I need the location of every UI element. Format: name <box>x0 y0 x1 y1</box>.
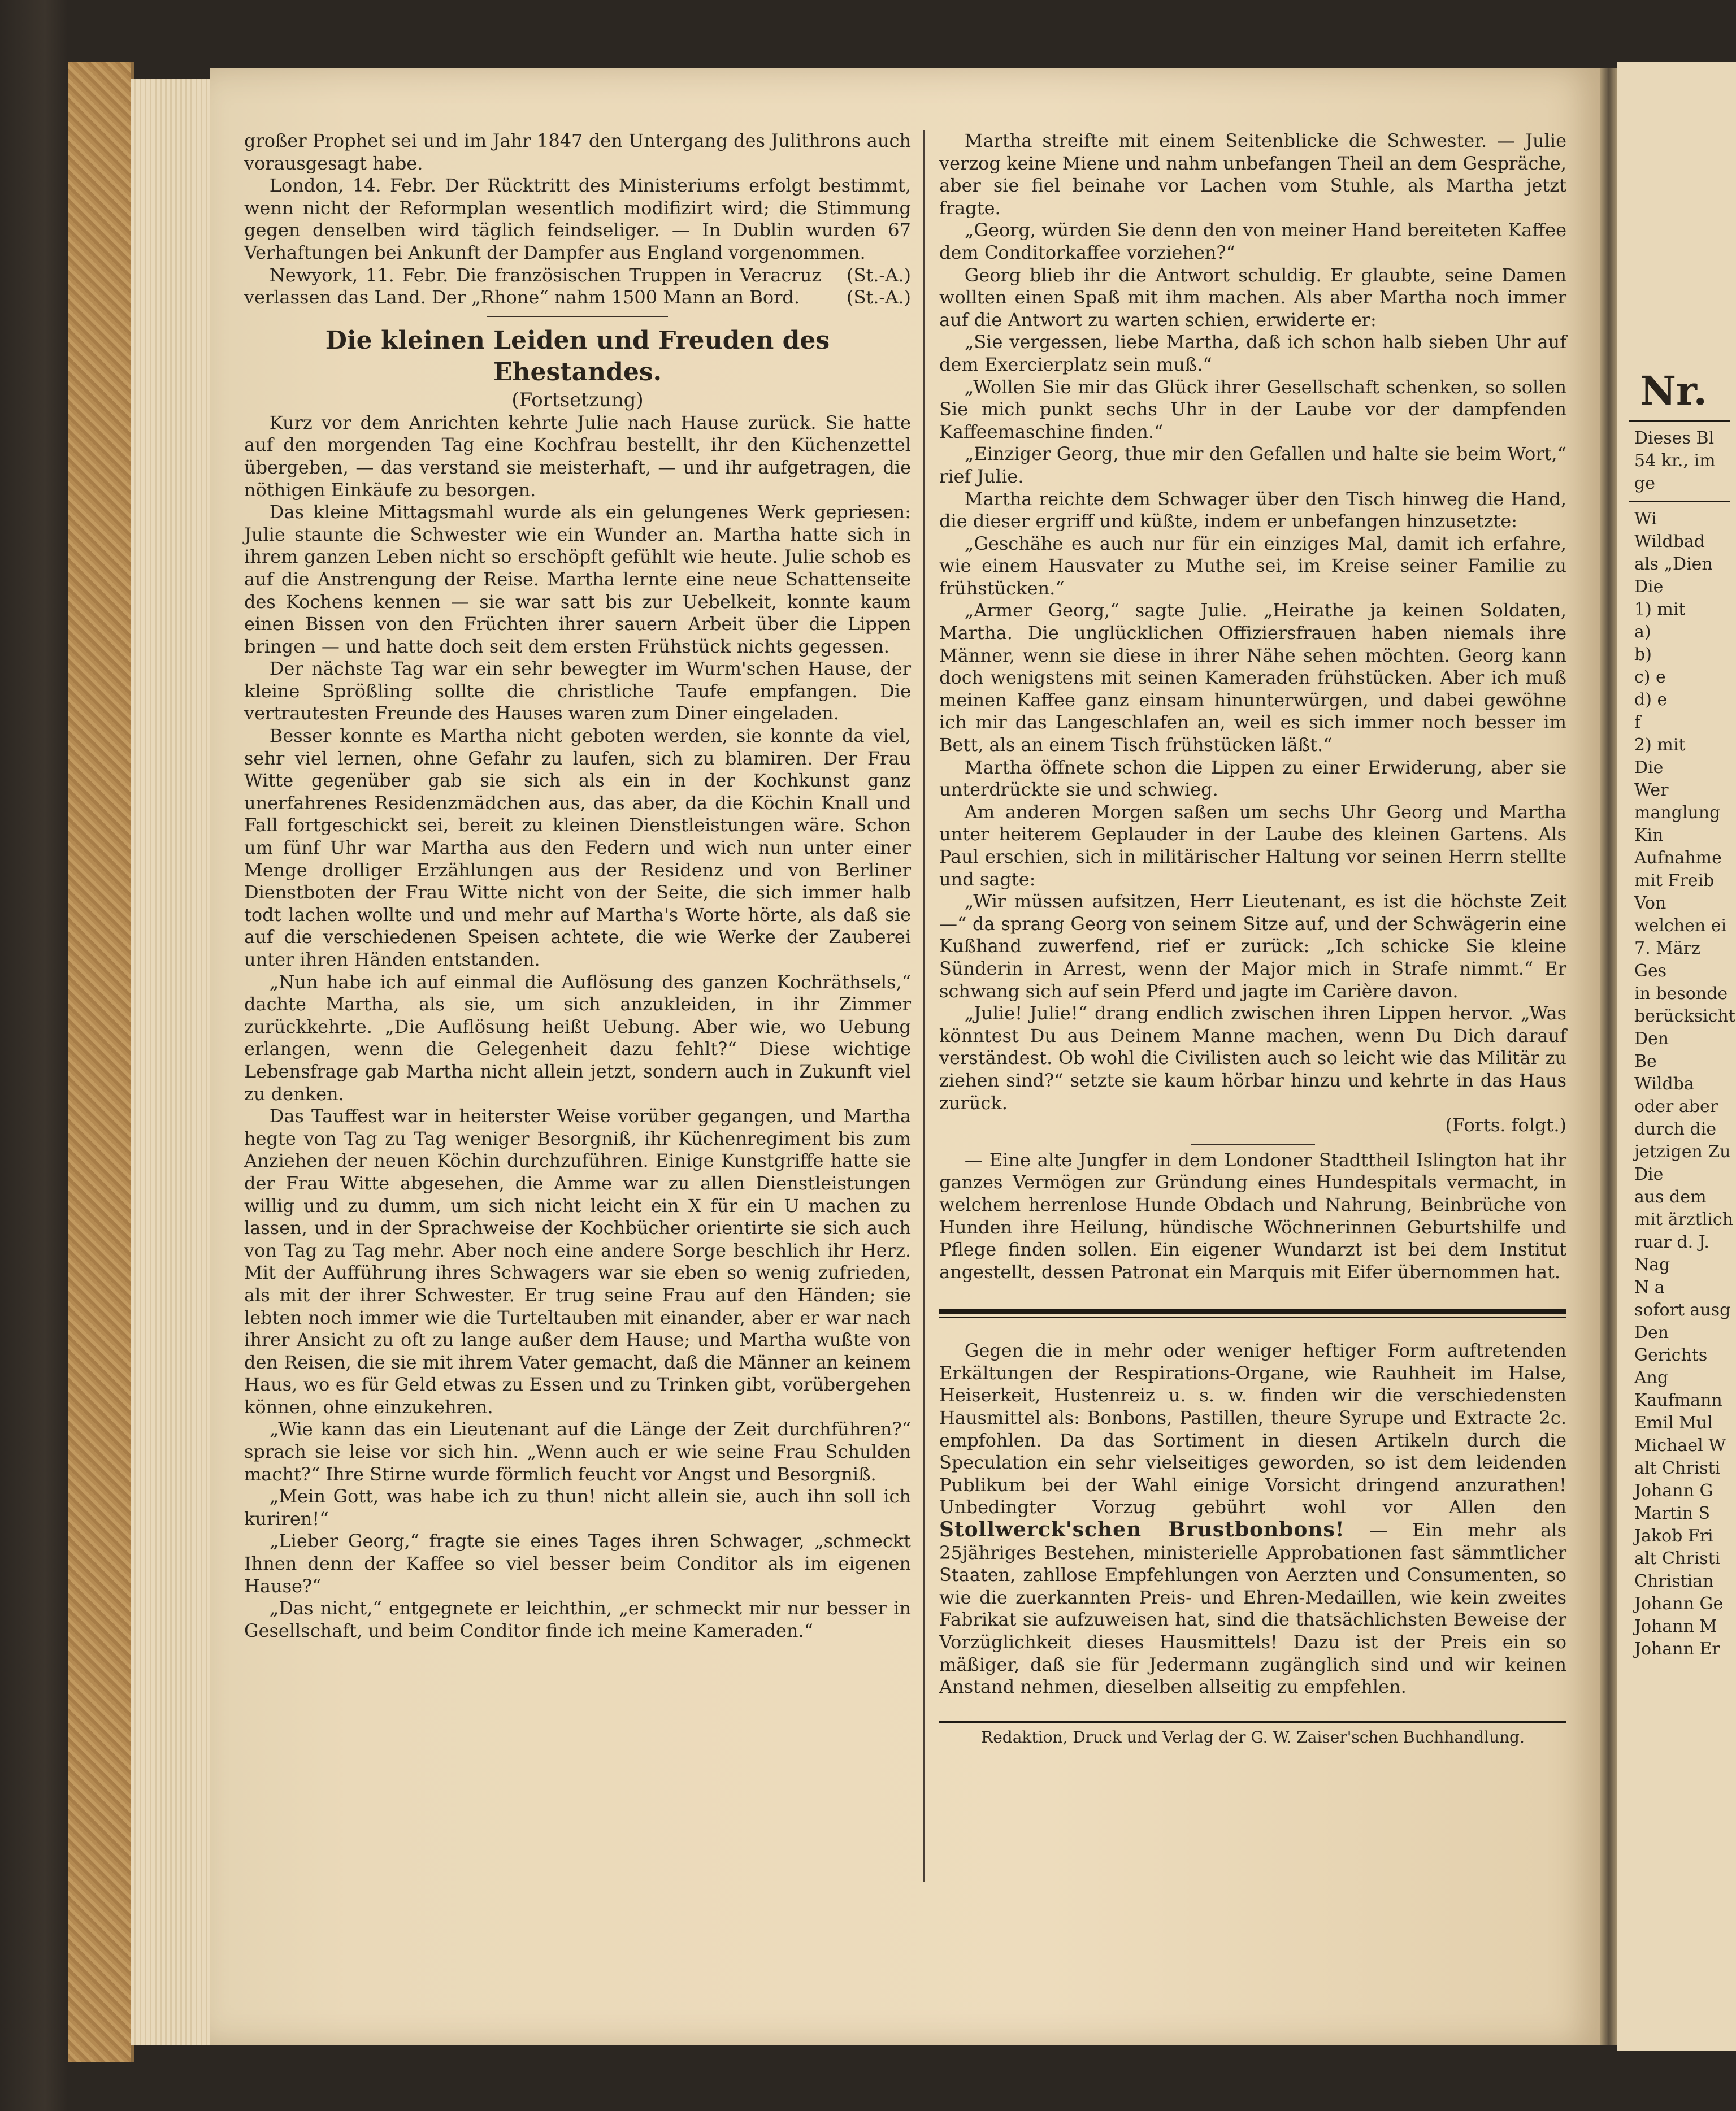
paragraph: Am anderen Morgen saßen um sechs Uhr Georg und Martha unter heiterem Geplauder in der Laube des kleinen Gartens. Als Paul erschien, sich in militärischer Haltung vor seinen Herrn stellte und sagte: <box>939 801 1566 890</box>
paragraph: Besser konnte es Martha nicht geboten werden, sie konnte da viel, sehr viel lernen, ohne Gefahr zu laufen, sich zu blamiren. Der Frau Witte gegenüber gab sie sich als ein in der Kochkunst ganz unerfahrenes Residenzmädchen aus, das aber, da die Köchin Knall und Fall fortgeschickt sei, bereit zu kleinen Dienstleistungen wäre. Schon um fünf Uhr war Martha aus den Federn und wich nun unter einer Menge drolliger Erzählungen aus der Residenz und von Berliner Dienstboten der Frau Witte nicht von der Seite, die sich immer halb todt lachen wollte und und mehr auf Martha's Worte hörte, als daß sie auf die verschiedenen Speisen achtete, die wie Werke der Zauberei unter ihren Händen entstanden. <box>244 725 911 970</box>
next-page-line: berücksicht <box>1634 1006 1735 1026</box>
next-page-line: aus dem <box>1634 1187 1707 1207</box>
next-page-line: Johann Er <box>1634 1639 1720 1659</box>
paragraph: „Armer Georg,“ sagte Julie. „Heirathe ja keinen Soldaten, Martha. Die unglücklichen Offiziersfrauen haben niemals ihre Männer, wenn sie diese in ihrer Nähe sehen möchten. Georg kann doch wenigstens mit seinen Kameraden frühstücken. Aber ich muß meinen Kaffee ganz einsam hinunterwürgen, und dabei gewöhne ich mir das Langeschlafen an, weil es sich immer noch besser im Bett, als an einem Tisch frühstücken läßt.“ <box>939 600 1566 756</box>
book-gutter <box>1600 68 1617 2045</box>
next-page-header-lines <box>1617 427 1736 495</box>
column-rule <box>923 130 925 1882</box>
next-page-line: Gerichts <box>1634 1345 1708 1365</box>
next-page-line: Aufnahme <box>1634 848 1722 868</box>
next-page-line: 1) mit <box>1634 600 1686 619</box>
paragraph: „Mein Gott, was habe ich zu thun! nicht allein sie, auch ihn soll ich kuriren!“ <box>244 1485 911 1530</box>
paragraph: „Geschähe es auch nur für ein einziges Mal, damit ich erfahre, wie einem Hausvater zu Muthe sei, im Kreise seiner Familie zu frühstücken.“ <box>939 532 1566 599</box>
paragraph: „Sie vergessen, liebe Martha, daß ich schon halb sieben Uhr auf dem Exercierplatz sein muß.“ <box>939 331 1566 375</box>
page-edges <box>131 79 210 2045</box>
next-page-line: f <box>1634 713 1641 732</box>
next-page-fragment <box>1617 62 1736 2051</box>
notice-paragraph: — Eine alte Jungfer in dem Londoner Stadttheil Islington hat ihr ganzes Vermögen zur Gründung eines Hundespitals vermacht, in welchem herrenlose Hunde Obdach und Nahrung, Beinbrüche von Hunden ihre Heilung, hündische Wöchnerinnen Geburtshilfe und Pflege finden sollen. Ein eigener Wundarzt ist bei dem Institut angestellt, dessen Patronat ein Marquis mit Eifer übernommen hat. <box>939 1149 1566 1283</box>
paragraph: „Das nicht,“ entgegnete er leichthin, „er schmeckt mir nur besser in Gesellschaft, und beim Conditor finde ich meine Kameraden.“ <box>244 1597 911 1641</box>
imprint-rule <box>939 1721 1566 1723</box>
next-page-rule-2 <box>1629 501 1730 502</box>
next-page-line: Die <box>1634 577 1664 597</box>
next-page-line: Ang <box>1634 1368 1669 1388</box>
advertisement-thin-rule <box>939 1317 1566 1318</box>
next-page-line: Michael W <box>1634 1436 1726 1456</box>
paragraph: Martha streifte mit einem Seitenblicke die Schwester. — Julie verzog keine Miene und nahm unbefangen Theil an dem Gespräche, aber sie fiel beinahe vor Lachen vom Stuhle, als Martha jetzt fragte. <box>939 130 1566 219</box>
next-page-line: als „Dien <box>1634 554 1713 574</box>
next-page-line: Wer <box>1634 780 1669 800</box>
paragraph: Kurz vor dem Anrichten kehrte Julie nach Hause zurück. Sie hatte auf den morgenden Tag eine Kochfrau bestellt, ihr den Küchenzettel übergeben, — das verstand sie meisterhaft, — und ihr aufgetragen, die nöthigen Einkäufe zu besorgen. <box>244 411 911 501</box>
story-continuation <box>939 130 1566 1114</box>
next-page-line: Den <box>1634 1323 1669 1343</box>
next-page-line: N a <box>1634 1278 1665 1297</box>
next-page-line: d) e <box>1634 690 1668 710</box>
paragraph: Der nächste Tag war ein sehr bewegter im Wurm'schen Hause, der kleine Sprößling sollte die christliche Taufe empfangen. Die vertrautesten Freunde des Hauses waren zum Diner eingeladen. <box>244 658 911 724</box>
paragraph: „Wollen Sie mir das Glück ihrer Gesellschaft schenken, so sollen Sie mich punkt sechs Uhr in der Laube vor der dampfenden Kaffeemaschine finden.“ <box>939 376 1566 442</box>
next-page-line: Von <box>1634 893 1666 913</box>
news-item <box>244 264 911 309</box>
next-page-rule <box>1629 420 1730 422</box>
next-page-line: 7. März <box>1634 939 1700 958</box>
next-page-line: Die <box>1634 1165 1664 1184</box>
next-page-line: Be <box>1634 1052 1657 1071</box>
next-page-line: Martin S <box>1634 1504 1711 1523</box>
next-page-line: a) <box>1634 622 1651 642</box>
next-page-line: Wildba <box>1634 1074 1694 1094</box>
next-page-line: Dieses Bl <box>1634 428 1715 448</box>
next-page-line: Johann M <box>1634 1617 1717 1636</box>
next-page-line: Johann G <box>1634 1481 1713 1501</box>
paragraph: Martha öffnete schon die Lippen zu einer Erwiderung, aber sie unterdrückte sie und schwieg. <box>939 756 1566 801</box>
next-page-line: alt Christi <box>1634 1458 1721 1478</box>
next-page-line: Den <box>1634 1029 1669 1049</box>
next-page-line: mit ärztlich <box>1634 1210 1734 1230</box>
next-page-line: ge <box>1634 474 1655 493</box>
next-page-line: 54 kr., im <box>1634 451 1716 471</box>
next-page-line: Ges <box>1634 961 1667 981</box>
paragraph: „Lieber Georg,“ fragte sie eines Tages ihren Schwager, „schmeckt Ihnen denn der Kaffee so viel besser beim Conditor als im eigenen Hause?“ <box>244 1530 911 1597</box>
next-page-line: Christian <box>1634 1571 1714 1591</box>
story-body <box>244 412 911 1643</box>
left-column <box>244 130 911 1642</box>
next-page-line: manglung <box>1634 803 1721 823</box>
paragraph: „Wir müssen aufsitzen, Herr Lieutenant, es ist die höchste Zeit —“ da sprang Georg von seinem Sitze auf, und der Schwägerin eine Kußhand zuwerfend, rief er zurück: „Ich schicke Sie kleine Sünderin in Arrest, wenn der Major mich in Strafe nimmt.“ Er schwang sich auf sein Pferd und jagte im Carière davon. <box>939 891 1566 1002</box>
story-title: Die kleinen Leiden und Freuden des Ehestandes. <box>325 325 830 386</box>
next-page-line: Kin <box>1634 826 1664 845</box>
next-page-masthead: Nr. <box>1640 367 1707 414</box>
next-page-line: Jakob Fri <box>1634 1526 1713 1546</box>
next-page-line: in besonde <box>1634 984 1728 1004</box>
section-divider <box>487 316 668 317</box>
advertisement <box>939 1340 1566 1699</box>
imprint: Redaktion, Druck und Verlag der G. W. Zaiser'schen Buchhandlung. <box>981 1727 1525 1747</box>
advertisement-text-2: — Ein mehr als 25jähriges Bestehen, ministerielle Approbationen fast sämmtlicher Staaten, zahllose Empfehlungen von Aerzten und Consumenten, so wie die zuerkannten Preis- und Ehren-Medaillen, wie kein zweites Fabrikat sie aufzuweisen hat, sind die thatsächlichsten Beweise der Vorzüglichkeit dieses Hausmittels! Dazu ist der Preis ein so mäßiger, daß sie für Jedermann zugänglich sind und wir keinen Anstand nehmen, dieselben allseitig zu empfehlen. <box>939 1519 1567 1698</box>
news-item <box>244 130 911 175</box>
next-page-line: oder aber <box>1634 1097 1718 1117</box>
next-page-line: b) <box>1634 645 1652 664</box>
next-page-line: welchen ei <box>1634 916 1727 936</box>
right-column <box>939 130 1566 1748</box>
paragraph: „Wie kann das ein Lieutenant auf die Länge der Zeit durchführen?“ sprach sie leise vor sich hin. „Wenn auch er wie seine Frau Schulden macht?“ Ihre Stirne wurde förmlich feucht vor Angst und Besorgniß. <box>244 1418 911 1485</box>
paragraph: „Georg, würden Sie denn den von meiner Hand bereiteten Kaffee dem Conditorkaffee vorziehen?“ <box>939 219 1566 263</box>
next-page-line: Emil Mul <box>1634 1413 1713 1433</box>
next-page-line: Wildbad <box>1634 532 1705 551</box>
continued-note: (Forts. folgt.) <box>1445 1114 1566 1136</box>
paragraph: „Julie! Julie!“ drang endlich zwischen ihren Lippen hervor. „Was könntest Du aus Deinem Manne machen, wenn Du Dich darauf verständest. Ob wohl die Civilisten auch so leicht wie das Militär zu ziehen sind?“ setzte sie kaum hörbar hinzu und kehrte in das Haus zurück. <box>939 1002 1566 1114</box>
advertisement-brand: Stollwerck'schen Brustbonbons! <box>939 1518 1345 1542</box>
next-page-body-lines <box>1617 508 1736 1661</box>
notice-divider <box>1191 1144 1315 1145</box>
next-page-line: Johann Ge <box>1634 1594 1724 1614</box>
paragraph: Martha reichte dem Schwager über den Tisch hinweg die Hand, die dieser ergriff und küßte, indem er unbefangen hinzusetzte: <box>939 488 1566 532</box>
next-page-line: ruar d. J. <box>1634 1232 1709 1252</box>
advertisement-text-1: Gegen die in mehr oder weniger heftiger Form auftretenden Erkältungen der Respirations-Organe, wie Rauhheit im Halse, Heiserkeit, Hustenreiz u. s. w. finden wir die verschiedensten Hausmittel als: Bonbons, Pastillen, theure Syrupe und Extracte 2c. empfohlen. Da das Sortiment in diesen Artikeln durch die Speculation ein sehr vielseitiges geworden, so ist dem leidenden Publikum bei der Wahl einige Vorsicht dringend anzurathen! Unbedingter Vorzug gebührt wohl vor Allen den <box>939 1340 1566 1518</box>
book-spine <box>68 62 134 2062</box>
paragraph: Das kleine Mittagsmahl wurde als ein gelungenes Werk gepriesen: Julie staunte die Schwester wie ein Wunder an. Martha hatte sich in ihrem ganzen Leben nicht so erschöpft gefühlt wie heute. Julie schob es auf die Anstrengung der Reise. Martha lernte eine neue Schattenseite des Kochens kennen — sie war satt bis zur Uebelkeit, konnte kaum einen Bissen von den Früchten ihrer sauern Arbeit über die Lippen bringen — und hatte doch seit dem ersten Frühstück nichts gegessen. <box>244 501 911 657</box>
next-page-line: durch die <box>1634 1119 1717 1139</box>
next-page-line: Die <box>1634 758 1664 777</box>
news-text: Newyork, 11. Febr. Die französischen Truppen in Veracruz verlassen das Land. Der „Rhone“ nahm 1500 Mann an Bord. <box>244 264 822 309</box>
paragraph: Georg blieb ihr die Antwort schuldig. Er glaubte, seine Damen wollten einen Spaß mit ihm machen. Als aber Martha noch immer auf die Antwort zu warten schien, erwiderte er: <box>939 264 1566 331</box>
newspaper-page <box>210 68 1600 2045</box>
next-page-line: c) e <box>1634 667 1666 687</box>
advertisement-heavy-rule <box>939 1309 1566 1314</box>
next-page-line: alt Christi <box>1634 1549 1721 1569</box>
next-page-line: Nag <box>1634 1255 1670 1275</box>
news-source: (St.-A.) <box>846 286 911 309</box>
story-subtitle: (Fortsetzung) <box>511 388 644 411</box>
next-page-line: Wi <box>1634 509 1657 529</box>
news-item <box>244 175 911 286</box>
next-page-line: jetzigen Zu <box>1634 1142 1731 1162</box>
next-page-line: 2) mit <box>1634 735 1686 755</box>
paragraph: „Einziger Georg, thue mir den Gefallen und halte sie beim Wort,“ rief Julie. <box>939 443 1566 487</box>
news-items <box>244 130 911 309</box>
next-page-line: Kaufmann <box>1634 1391 1722 1410</box>
paragraph: „Nun habe ich auf einmal die Auflösung des ganzen Kochräthsels,“ dachte Martha, als sie, um sich anzukleiden, in ihr Zimmer zurückkehrte. „Die Auflösung heißt Uebung. Aber wie, wo Uebung erlangen, wenn die Gelegenheit dazu fehlt?“ Diese wichtige Lebensfrage gab Martha nicht allein jetzt, sondern auch in Zukunft viel zu denken. <box>244 971 911 1105</box>
news-source: (St.-A.) <box>846 264 911 286</box>
next-page-line: mit Freib <box>1634 871 1715 891</box>
news-text: großer Prophet sei und im Jahr 1847 den Untergang des Julithrons auch vorausgesagt habe. <box>244 130 911 174</box>
paragraph: Das Tauffest war in heiterster Weise vorüber gegangen, und Martha hegte von Tag zu Tag weniger Besorgniß, ihr Küchenregiment bis zum Anziehen der neuen Köchin durchzuführen. Einige Kunstgriffe hatte sie der Frau Witte abgesehen, die Amme war zu allen Dienstleistungen willig und zu dumm, um sich nicht leicht ein X für ein U machen zu lassen, und in der Sprachweise der Kochbücher orientirte sie sich auch von Tag zu Tag mehr. Aber noch eine andere Sorge beschlich ihr Herz. Mit der Aufführung ihres Schwagers war sie eben so wenig zufrieden, als mit der ihrer Schwester. Er trug seine Frau auf den Händen; sie lebten noch immer wie die Turteltauben mit einander, aber er war nach ihrer Ansicht zu oft zu lange außer dem Hause; und Martha wußte von den Reisen, die sie mit ihrem Vater gemacht, daß die Männer an keinem Haus, wo es für Geld etwas zu Essen und zu Trinken gibt, vorübergehen können, ohne einzukehren. <box>244 1105 911 1418</box>
news-text: London, 14. Febr. Der Rücktritt des Ministeriums erfolgt bestimmt, wenn nicht der Reformplan wesentlich modifizirt wird; die Stimmung gegen denselben wird täglich feindseliger. — In Dublin wurden 67 Verhaftungen bei Ankunft der Dampfer aus England vorgenommen. <box>244 175 911 263</box>
next-page-line: sofort ausg <box>1634 1300 1731 1320</box>
